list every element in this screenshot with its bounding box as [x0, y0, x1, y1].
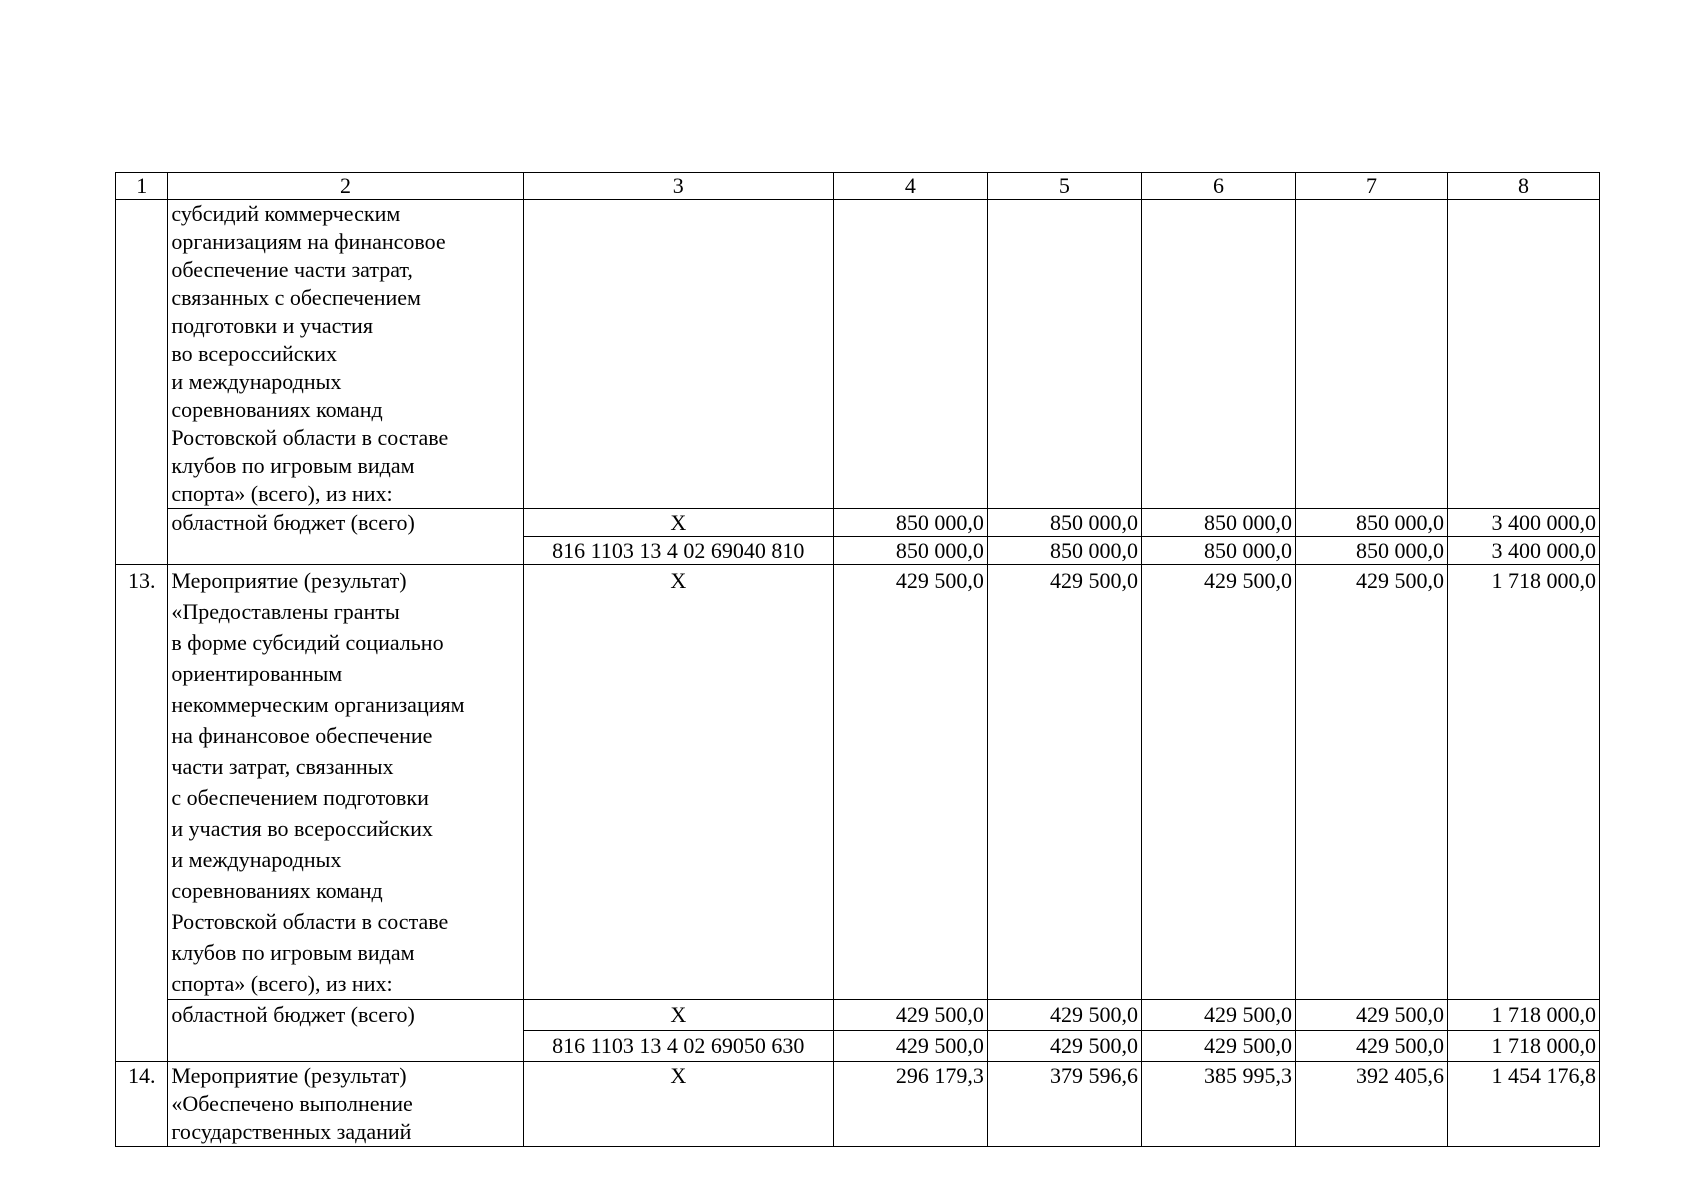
row-number-cell: 14.	[116, 1062, 168, 1147]
code-cell: X	[523, 509, 833, 537]
value-cell: 429 500,0	[987, 1000, 1141, 1031]
value-cell: 850 000,0	[987, 509, 1141, 537]
value-cell: 850 000,0	[1295, 537, 1447, 565]
value-cell: 1 454 176,8	[1447, 1062, 1599, 1147]
code-cell: 816 1103 13 4 02 69050 630	[523, 1031, 833, 1062]
value-cell: 429 500,0	[1141, 565, 1295, 1000]
value-cell: 429 500,0	[987, 565, 1141, 1000]
code-cell: 816 1103 13 4 02 69040 810	[523, 537, 833, 565]
table-row	[116, 1000, 1600, 1031]
value-cell: 429 500,0	[1295, 1031, 1447, 1062]
value-cell: 429 500,0	[1295, 1000, 1447, 1031]
code-cell: X	[523, 565, 833, 1000]
value-cell: 1 718 000,0	[1447, 1031, 1599, 1062]
table-row	[116, 565, 1600, 1000]
value-cell	[1141, 200, 1295, 509]
value-cell: 3 400 000,0	[1447, 537, 1599, 565]
value-cell: 429 500,0	[1141, 1031, 1295, 1062]
code-cell: X	[523, 1062, 833, 1147]
budget-table	[115, 172, 1600, 1147]
value-cell: 850 000,0	[833, 537, 987, 565]
row-number-cell: 13.	[116, 565, 168, 1062]
value-cell	[1295, 200, 1447, 509]
header-cell: 1	[116, 173, 168, 200]
value-cell: 429 500,0	[987, 1031, 1141, 1062]
value-cell	[987, 200, 1141, 509]
value-cell: 385 995,3	[1141, 1062, 1295, 1147]
header-cell: 7	[1295, 173, 1447, 200]
value-cell: 429 500,0	[833, 565, 987, 1000]
value-cell: 850 000,0	[1141, 537, 1295, 565]
value-cell: 429 500,0	[1295, 565, 1447, 1000]
value-cell: 850 000,0	[1141, 509, 1295, 537]
value-cell: 1 718 000,0	[1447, 1000, 1599, 1031]
code-cell: X	[523, 1000, 833, 1031]
value-cell: 850 000,0	[833, 509, 987, 537]
header-cell: 4	[833, 173, 987, 200]
description-cell: областной бюджет (всего)	[168, 1000, 523, 1062]
value-cell	[833, 200, 987, 509]
header-cell: 8	[1447, 173, 1599, 200]
value-cell: 296 179,3	[833, 1062, 987, 1147]
description-cell: областной бюджет (всего)	[168, 509, 523, 565]
value-cell	[1447, 200, 1599, 509]
value-cell: 1 718 000,0	[1447, 565, 1599, 1000]
row-number-cell	[116, 200, 168, 565]
table-row	[116, 200, 1600, 509]
header-cell: 3	[523, 173, 833, 200]
table-row	[116, 509, 1600, 537]
value-cell: 3 400 000,0	[1447, 509, 1599, 537]
description-cell: Мероприятие (результат) «Предоставлены гранты в форме субсидий социально ориентированным некоммерческим организациям на финансовое обеспечение части затрат, связанных с обеспечением подготовки и участия во всероссийских и международных соревнованиях команд Ростовской области в составе клубов по игровым видам спорта» (всего), из них:	[168, 565, 523, 1000]
value-cell: 429 500,0	[833, 1031, 987, 1062]
code-cell	[523, 200, 833, 509]
header-cell: 2	[168, 173, 523, 200]
table-header-row	[116, 173, 1600, 200]
header-cell: 6	[1141, 173, 1295, 200]
value-cell: 379 596,6	[987, 1062, 1141, 1147]
value-cell: 850 000,0	[1295, 509, 1447, 537]
value-cell: 850 000,0	[987, 537, 1141, 565]
header-cell: 5	[987, 173, 1141, 200]
description-cell: субсидий коммерческим организациям на финансовое обеспечение части затрат, связанных с обеспечением подготовки и участия во всероссийских и международных соревнованиях команд Ростовской области в составе клубов по игровым видам спорта» (всего), из них:	[168, 200, 523, 509]
value-cell: 392 405,6	[1295, 1062, 1447, 1147]
table-row	[116, 1062, 1600, 1147]
value-cell: 429 500,0	[833, 1000, 987, 1031]
description-cell: Мероприятие (результат) «Обеспечено выполнение государственных заданий	[168, 1062, 523, 1147]
value-cell: 429 500,0	[1141, 1000, 1295, 1031]
